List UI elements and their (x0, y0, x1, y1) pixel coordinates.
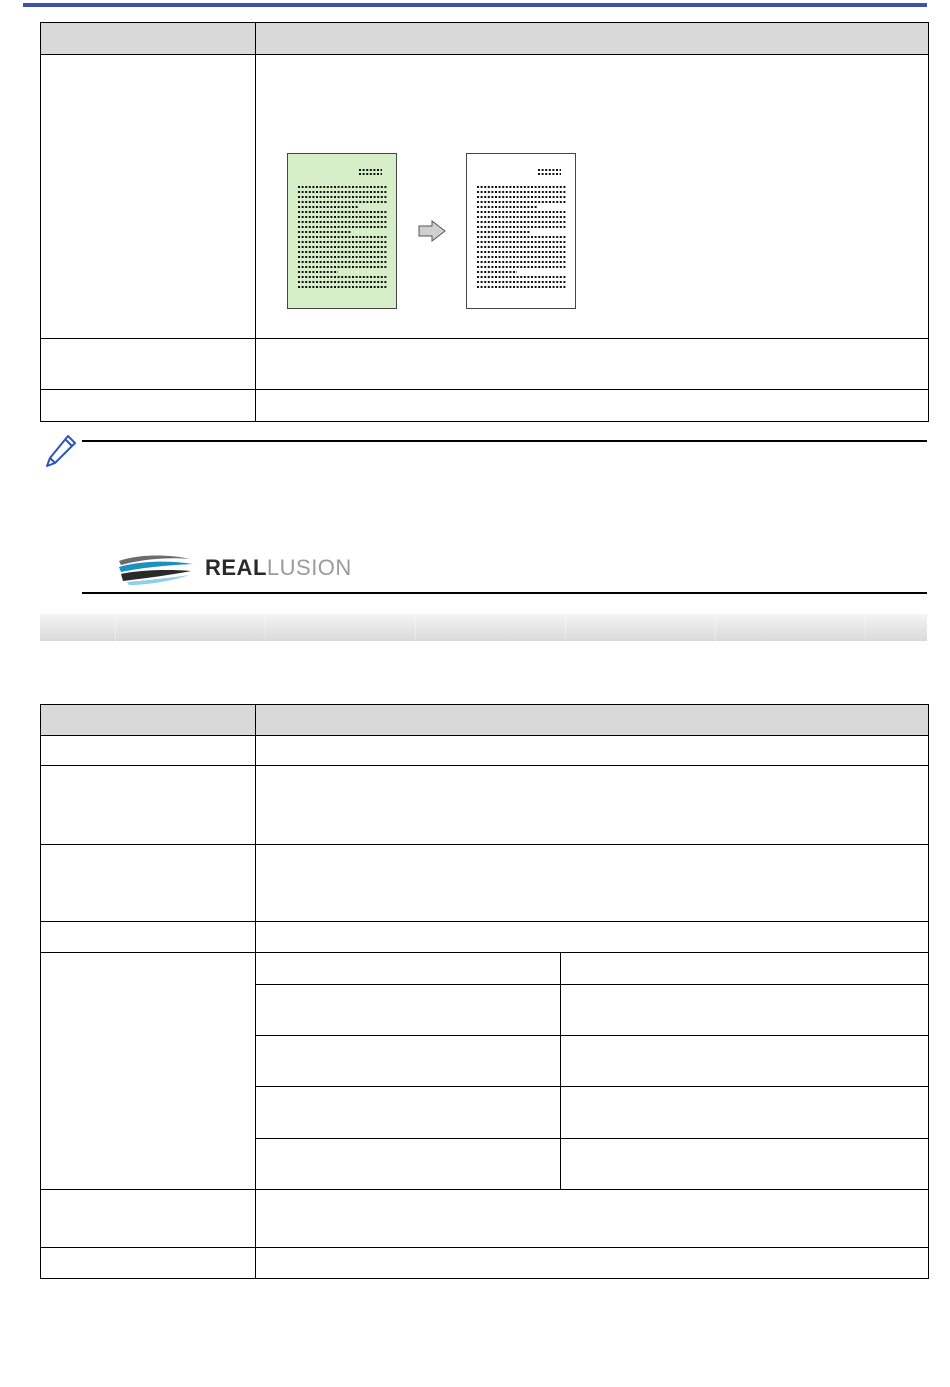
note-top-rule (82, 440, 927, 442)
right-arrow-icon (418, 220, 446, 242)
row-label-cell (41, 766, 256, 845)
table-row (41, 1190, 929, 1248)
table-header-row (41, 705, 929, 736)
table-header-row (41, 23, 929, 55)
table-row (41, 736, 929, 766)
sub-cell-option (256, 985, 561, 1036)
note-bottom-rule (82, 592, 927, 594)
sub-cell-option (256, 1087, 561, 1139)
table-row (41, 390, 929, 422)
sub-cell-value (561, 1036, 929, 1087)
header-cell-description (256, 23, 929, 55)
original-document-thumbnail (287, 153, 397, 309)
result-document-thumbnail (466, 153, 576, 309)
settings-table-2 (40, 704, 929, 1279)
sub-cell-option (256, 1139, 561, 1190)
sub-cell-value (561, 1139, 929, 1190)
header-cell-description (256, 705, 929, 736)
row-description-cell (256, 766, 929, 845)
row-label-cell (41, 55, 256, 339)
row-label-cell (41, 339, 256, 390)
header-cell-setting (41, 705, 256, 736)
table-row (41, 845, 929, 922)
row-label-cell (41, 736, 256, 766)
header-cell-setting (41, 23, 256, 55)
row-label-cell (41, 1248, 256, 1279)
section-heading-band (40, 614, 927, 641)
sub-cell-value (561, 985, 929, 1036)
table-row (41, 1248, 929, 1279)
row-description-cell (256, 390, 929, 422)
sub-cell-option (256, 953, 561, 985)
row-description-cell (256, 922, 929, 953)
row-label-cell (41, 922, 256, 953)
table-row (41, 766, 929, 845)
table-row (41, 953, 929, 985)
row-description-cell (256, 736, 929, 766)
sub-cell-option (256, 1036, 561, 1087)
row-label-cell (41, 1190, 256, 1248)
row-description-cell (256, 1248, 929, 1279)
reallusion-logo (117, 551, 387, 587)
reallusion-wordmark: REALLUSION (205, 555, 352, 580)
sub-cell-value (561, 953, 929, 985)
table-row (41, 922, 929, 953)
row-label-cell (41, 845, 256, 922)
sub-cell-value (561, 1087, 929, 1139)
row-description-cell (256, 1190, 929, 1248)
row-description-cell (256, 845, 929, 922)
pencil-note-icon (44, 433, 78, 469)
reallusion-swoosh-icon (117, 551, 197, 587)
row-description-cell (256, 339, 929, 390)
table-row (41, 339, 929, 390)
row-label-cell (41, 953, 256, 1190)
top-rule (23, 3, 927, 7)
row-label-cell (41, 390, 256, 422)
